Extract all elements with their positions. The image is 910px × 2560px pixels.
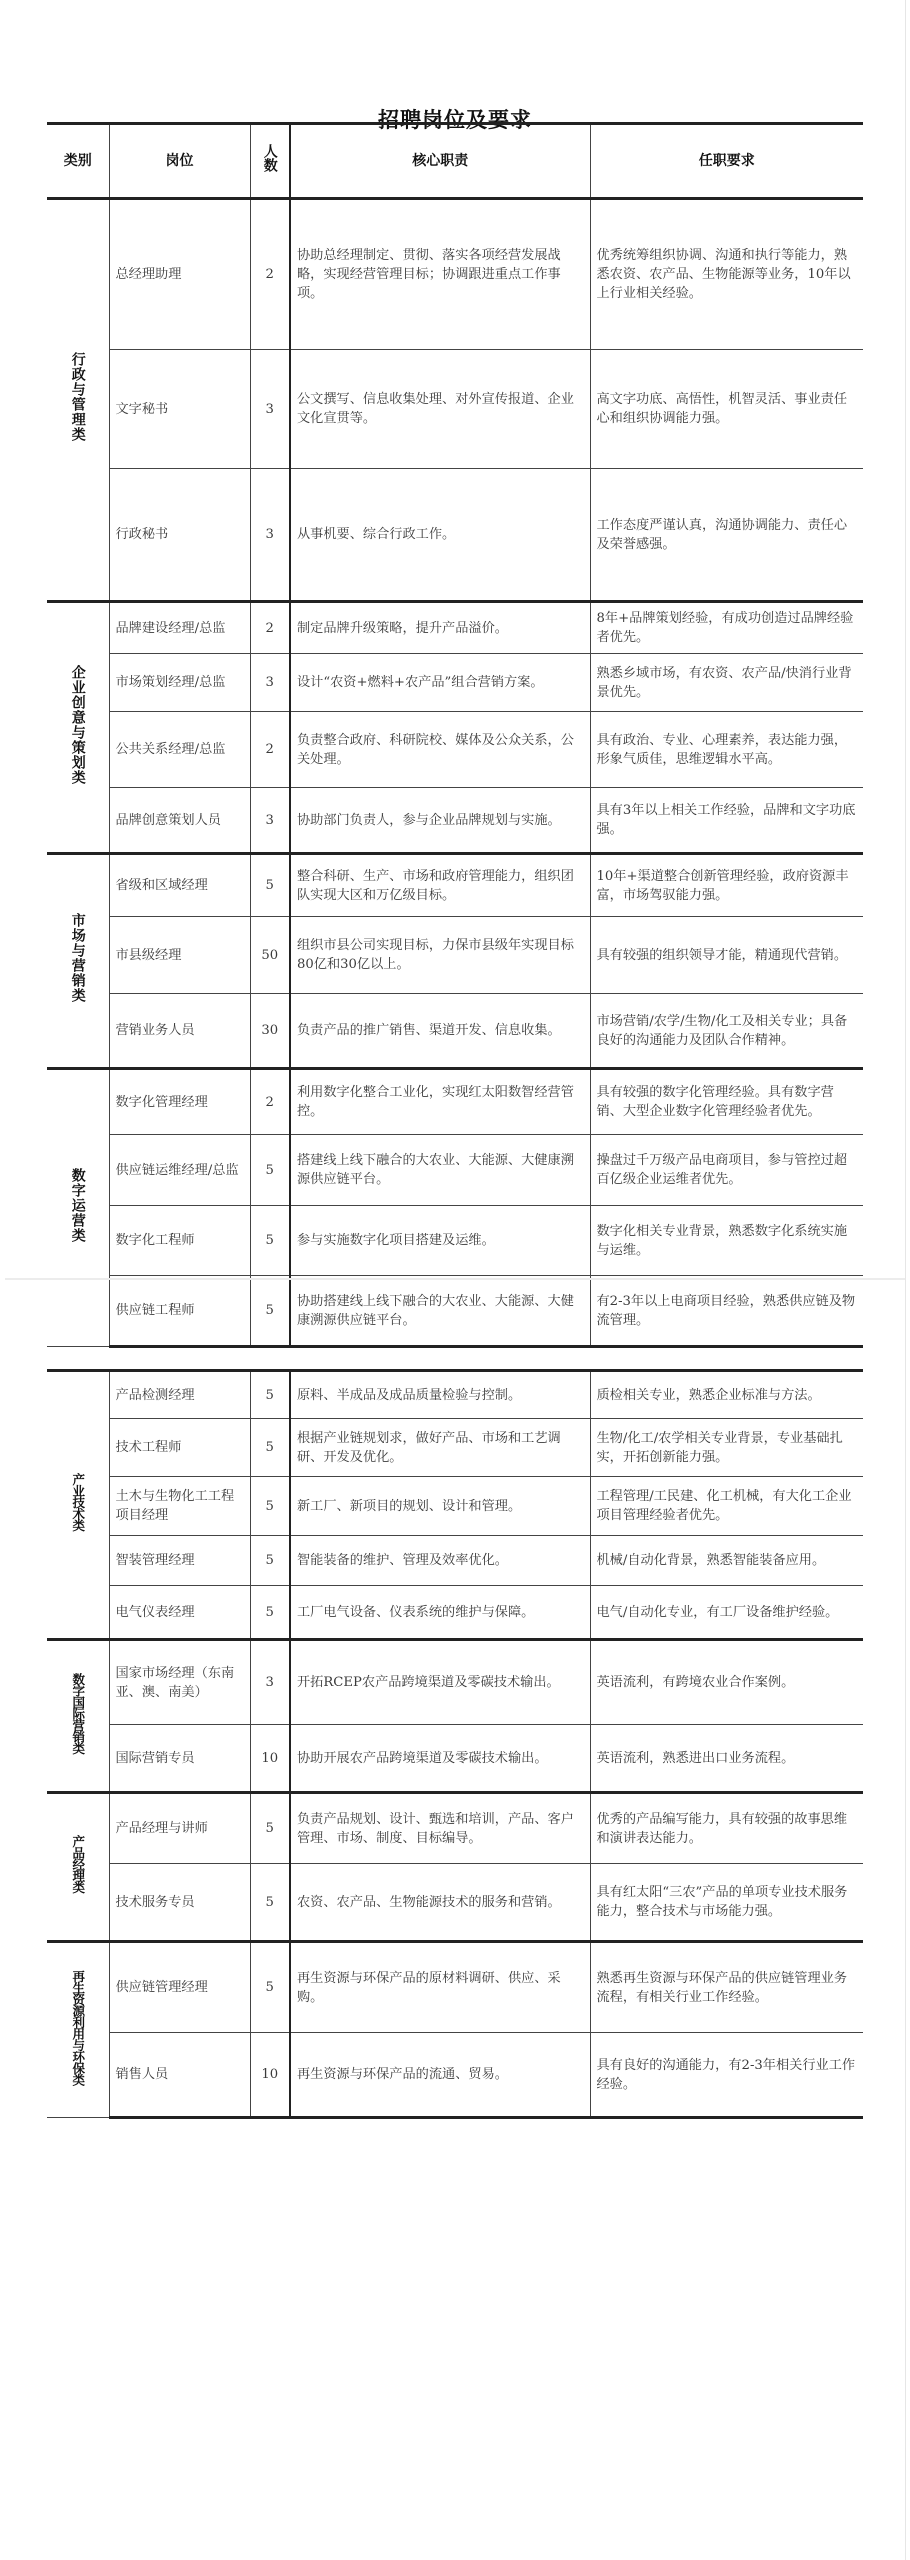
header-category: 类别 — [47, 124, 109, 199]
table-row — [47, 1419, 863, 1477]
position-cell: 品牌创意策划人员 — [109, 788, 250, 854]
position-cell: 总经理助理 — [109, 199, 250, 350]
duties-cell: 利用数字化整合工业化，实现红太阳数智经营管控。 — [290, 1069, 590, 1135]
table-row — [47, 1725, 863, 1793]
table-header-row — [47, 124, 863, 199]
position-cell: 国际营销专员 — [109, 1725, 250, 1793]
position-cell: 供应链管理经理 — [109, 1942, 250, 2033]
position-cell: 数字化工程师 — [109, 1206, 250, 1276]
position-cell: 公共关系经理/总监 — [109, 712, 250, 788]
count-cell: 2 — [250, 199, 290, 350]
duties-cell: 负责整合政府、科研院校、媒体及公众关系，公关处理。 — [290, 712, 590, 788]
category-label: 行政与管理类 — [69, 352, 86, 442]
duties-cell: 协助部门负责人，参与企业品牌规划与实施。 — [290, 788, 590, 854]
duties-cell: 协助开展农产品跨境渠道及零碳技术输出。 — [290, 1725, 590, 1793]
table-row — [47, 469, 863, 602]
requirements-cell: 有2-3年以上电商项目经验，熟悉供应链及物流管理。 — [590, 1276, 863, 1347]
table-row — [47, 1206, 863, 1276]
category-cell — [47, 854, 109, 1069]
category-label: 市场与营销类 — [69, 913, 86, 1003]
duties-cell: 协助总经理制定、贯彻、落实各项经营发展战略，实现经营管理目标；协调跟进重点工作事项。 — [290, 199, 590, 350]
category-cell — [47, 1371, 109, 1640]
category-cell — [47, 1069, 109, 1347]
page-edge — [905, 0, 906, 2560]
table-row — [47, 1477, 863, 1536]
header-requirements: 任职要求 — [590, 124, 863, 199]
category-label: 产业技术类 — [70, 1473, 86, 1531]
category-label: 再生资源利用与环保类 — [70, 1969, 86, 2085]
position-cell: 销售人员 — [109, 2033, 250, 2118]
count-cell: 3 — [250, 469, 290, 602]
recruitment-table-page-2 — [47, 1369, 863, 2119]
table-row — [47, 1640, 863, 1725]
requirements-cell: 数字化相关专业背景，熟悉数字化系统实施与运维。 — [590, 1206, 863, 1276]
count-cell: 5 — [250, 1206, 290, 1276]
category-cell — [47, 199, 109, 602]
position-cell: 数字化管理经理 — [109, 1069, 250, 1135]
position-cell: 产品检测经理 — [109, 1371, 250, 1419]
duties-cell: 整合科研、生产、市场和政府管理能力，组织团队实现大区和万亿级目标。 — [290, 854, 590, 917]
table-row — [47, 1276, 863, 1347]
position-cell: 行政秘书 — [109, 469, 250, 602]
count-cell: 50 — [250, 917, 290, 994]
table-row — [47, 917, 863, 994]
duties-cell: 工厂电气设备、仪表系统的维护与保障。 — [290, 1586, 590, 1640]
duties-cell: 制定品牌升级策略，提升产品溢价。 — [290, 602, 590, 654]
table-row — [47, 1586, 863, 1640]
category-label: 数字国际营销类 — [70, 1672, 86, 1754]
count-cell: 5 — [250, 1419, 290, 1477]
count-cell: 5 — [250, 854, 290, 917]
position-cell: 电气仪表经理 — [109, 1586, 250, 1640]
duties-cell: 原料、半成品及成品质量检验与控制。 — [290, 1371, 590, 1419]
duties-cell: 农资、农产品、生物能源技术的服务和营销。 — [290, 1864, 590, 1942]
requirements-cell: 具有政治、专业、心理素养，表达能力强，形象气质佳，思维逻辑水平高。 — [590, 712, 863, 788]
header-duties: 核心职责 — [290, 124, 590, 199]
duties-cell: 负责产品的推广销售、渠道开发、信息收集。 — [290, 994, 590, 1069]
requirements-cell: 具有红太阳“三农”产品的单项专业技术服务能力，整合技术与市场能力强。 — [590, 1864, 863, 1942]
requirements-cell: 具有3年以上相关工作经验，品牌和文字功底强。 — [590, 788, 863, 854]
duties-cell: 新工厂、新项目的规划、设计和管理。 — [290, 1477, 590, 1536]
category-cell — [47, 1942, 109, 2118]
category-cell — [47, 1793, 109, 1942]
position-cell: 营销业务人员 — [109, 994, 250, 1069]
page-title: 招聘岗位及要求 — [378, 107, 532, 132]
count-cell: 2 — [250, 602, 290, 654]
requirements-cell: 10年+渠道整合创新管理经验，政府资源丰富，市场驾驭能力强。 — [590, 854, 863, 917]
position-cell: 市县级经理 — [109, 917, 250, 994]
table-row — [47, 654, 863, 712]
count-cell: 30 — [250, 994, 290, 1069]
table-row — [47, 1864, 863, 1942]
count-cell: 3 — [250, 350, 290, 469]
position-cell: 国家市场经理（东南亚、澳、南美） — [109, 1640, 250, 1725]
table-row — [47, 1069, 863, 1135]
count-cell: 5 — [250, 1135, 290, 1206]
requirements-cell: 具有较强的数字化管理经验。具有数字营销、大型企业数字化管理经验者优先。 — [590, 1069, 863, 1135]
requirements-cell: 机械/自动化背景，熟悉智能装备应用。 — [590, 1536, 863, 1586]
duties-cell: 协助搭建线上线下融合的大农业、大能源、大健康溯源供应链平台。 — [290, 1276, 590, 1347]
requirements-cell: 熟悉再生资源与环保产品的供应链管理业务流程，有相关行业工作经验。 — [590, 1942, 863, 2033]
position-cell: 品牌建设经理/总监 — [109, 602, 250, 654]
count-cell: 5 — [250, 1586, 290, 1640]
requirements-cell: 工程管理/工民建、化工机械，有大化工企业项目管理经验者优先。 — [590, 1477, 863, 1536]
requirements-cell: 熟悉乡域市场，有农资、农产品/快消行业背景优先。 — [590, 654, 863, 712]
position-cell: 供应链工程师 — [109, 1276, 250, 1347]
table-row — [47, 2033, 863, 2118]
table-row — [47, 1536, 863, 1586]
category-cell — [47, 1640, 109, 1793]
table-row — [47, 994, 863, 1069]
duties-cell: 设计“农资+燃料+农产品”组合营销方案。 — [290, 654, 590, 712]
requirements-cell: 8年+品牌策划经验，有成功创造过品牌经验者优先。 — [590, 602, 863, 654]
count-cell: 5 — [250, 1864, 290, 1942]
header-count-label: 人数 — [261, 144, 278, 172]
duties-cell: 根据产业链规划求，做好产品、市场和工艺调研、开发及优化。 — [290, 1419, 590, 1477]
requirements-cell: 生物/化工/农学相关专业背景，专业基础扎实，开拓创新能力强。 — [590, 1419, 863, 1477]
duties-cell: 搭建线上线下融合的大农业、大能源、大健康溯源供应链平台。 — [290, 1135, 590, 1206]
requirements-cell: 质检相关专业，熟悉企业标准与方法。 — [590, 1371, 863, 1419]
recruitment-table-page-1 — [47, 122, 863, 1348]
count-cell: 5 — [250, 1276, 290, 1347]
position-cell: 技术工程师 — [109, 1419, 250, 1477]
header-position: 岗位 — [109, 124, 250, 199]
category-label: 企业创意与策划类 — [69, 664, 86, 785]
position-cell: 供应链运维经理/总监 — [109, 1135, 250, 1206]
position-cell: 文字秘书 — [109, 350, 250, 469]
requirements-cell: 英语流利，熟悉进出口业务流程。 — [590, 1725, 863, 1793]
position-cell: 土木与生物化工工程项目经理 — [109, 1477, 250, 1536]
duties-cell: 负责产品规划、设计、甄选和培训，产品、客户管理、市场、制度、目标编导。 — [290, 1793, 590, 1864]
duties-cell: 参与实施数字化项目搭建及运维。 — [290, 1206, 590, 1276]
table-row — [47, 1942, 863, 2033]
table-row — [47, 1135, 863, 1206]
requirements-cell: 工作态度严谨认真，沟通协调能力、责任心及荣誉感强。 — [590, 469, 863, 602]
requirements-cell: 具有较强的组织领导才能，精通现代营销。 — [590, 917, 863, 994]
count-cell: 10 — [250, 1725, 290, 1793]
duties-cell: 再生资源与环保产品的流通、贸易。 — [290, 2033, 590, 2118]
position-cell: 省级和区域经理 — [109, 854, 250, 917]
count-cell: 3 — [250, 1640, 290, 1725]
requirements-cell: 英语流利，有跨境农业合作案例。 — [590, 1640, 863, 1725]
requirements-cell: 具有良好的沟通能力，有2-3年相关行业工作经验。 — [590, 2033, 863, 2118]
position-cell: 市场策划经理/总监 — [109, 654, 250, 712]
category-cell — [47, 602, 109, 854]
table-row — [47, 854, 863, 917]
count-cell: 3 — [250, 788, 290, 854]
requirements-cell: 市场营销/农学/生物/化工及相关专业；具备良好的沟通能力及团队合作精神。 — [590, 994, 863, 1069]
table-row — [47, 788, 863, 854]
category-label: 产品经理类 — [70, 1835, 86, 1893]
requirements-cell: 优秀的产品编写能力，具有较强的故事思维和演讲表达能力。 — [590, 1793, 863, 1864]
duties-cell: 公文撰写、信息收集处理、对外宣传报道、企业文化宣贯等。 — [290, 350, 590, 469]
table-row — [47, 199, 863, 350]
count-cell: 5 — [250, 1942, 290, 2033]
requirements-cell: 优秀统筹组织协调、沟通和执行等能力，熟悉农资、农产品、生物能源等业务，10年以上行业相关经验。 — [590, 199, 863, 350]
duties-cell: 智能装备的维护、管理及效率优化。 — [290, 1536, 590, 1586]
table-row — [47, 350, 863, 469]
header-count — [250, 124, 290, 199]
count-cell: 2 — [250, 1069, 290, 1135]
table-row — [47, 602, 863, 654]
count-cell: 3 — [250, 654, 290, 712]
position-cell: 智装管理经理 — [109, 1536, 250, 1586]
count-cell: 5 — [250, 1371, 290, 1419]
category-label: 数字运营类 — [69, 1167, 86, 1243]
count-cell: 5 — [250, 1793, 290, 1864]
page-separator — [5, 1278, 905, 1280]
table-row — [47, 1371, 863, 1419]
count-cell: 10 — [250, 2033, 290, 2118]
position-cell: 技术服务专员 — [109, 1864, 250, 1942]
duties-cell: 开拓RCEP农产品跨境渠道及零碳技术输出。 — [290, 1640, 590, 1725]
duties-cell: 再生资源与环保产品的原材料调研、供应、采购。 — [290, 1942, 590, 2033]
position-cell: 产品经理与讲师 — [109, 1793, 250, 1864]
requirements-cell: 电气/自动化专业，有工厂设备维护经验。 — [590, 1586, 863, 1640]
duties-cell: 组织市县公司实现目标，力保市县级年实现目标80亿和30亿以上。 — [290, 917, 590, 994]
count-cell: 2 — [250, 712, 290, 788]
requirements-cell: 高文字功底、高悟性，机智灵活、事业责任心和组织协调能力强。 — [590, 350, 863, 469]
count-cell: 5 — [250, 1536, 290, 1586]
duties-cell: 从事机要、综合行政工作。 — [290, 469, 590, 602]
count-cell: 5 — [250, 1477, 290, 1536]
table-row — [47, 1793, 863, 1864]
requirements-cell: 操盘过千万级产品电商项目，参与管控过超百亿级企业运维者优先。 — [590, 1135, 863, 1206]
table-row — [47, 712, 863, 788]
